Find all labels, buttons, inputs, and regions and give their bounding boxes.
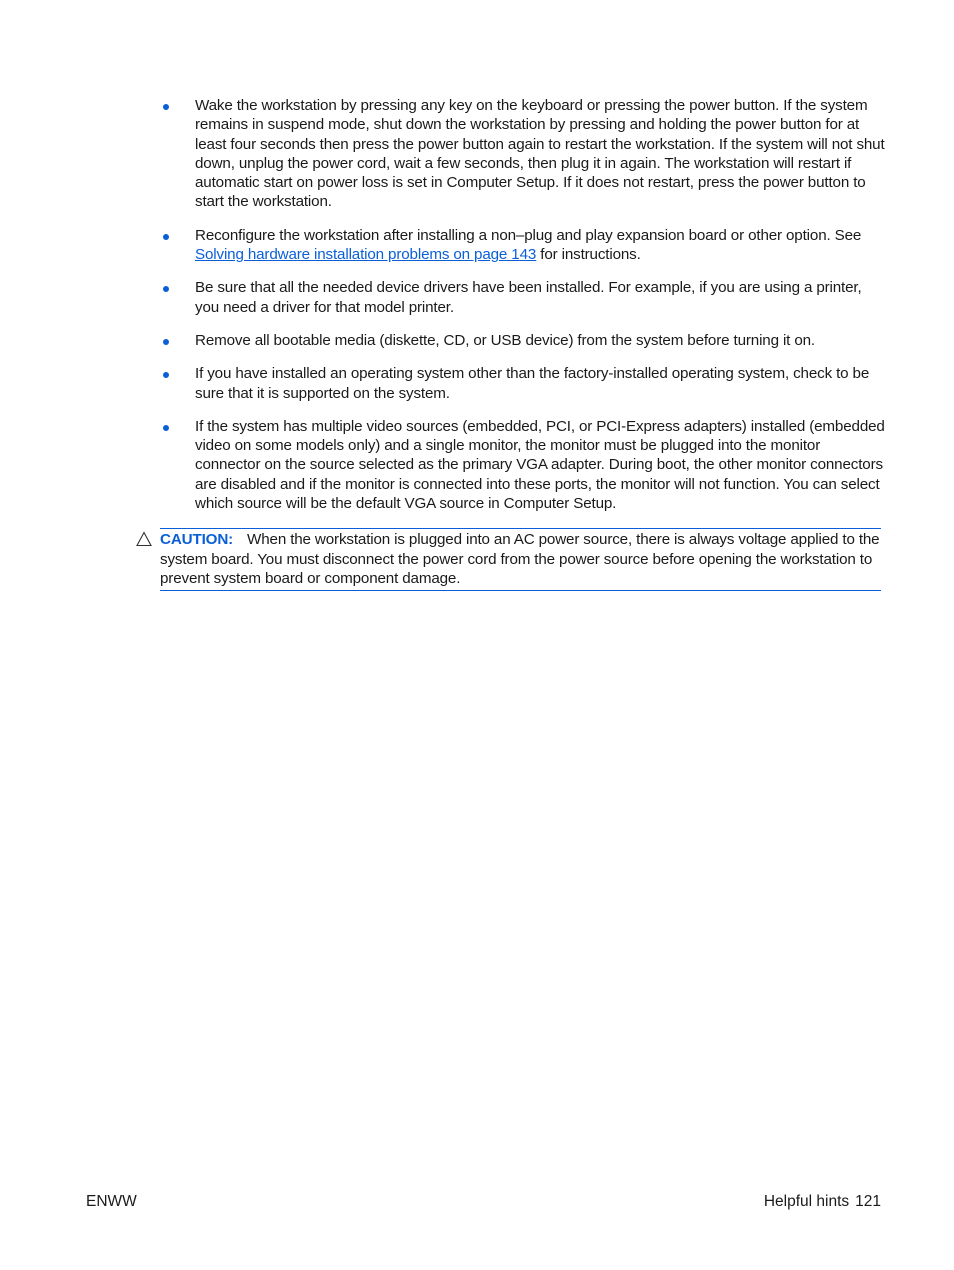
page-number: 121 [855, 1193, 881, 1210]
list-item [160, 96, 885, 212]
list-item-text: If the system has multiple video sources (embedded, PCI, or PCI-Express adapters) installed (embedded video on some models only) and a single monitor, the monitor must be plugged into the monitor connector on the source selected as the primary VGA adapter. During boot, the other monitor connectors are disabled and if the monitor is connected into these ports, the monitor will not function. You can select which source will be the default VGA source in Computer Setup. [195, 417, 885, 513]
list-item [160, 226, 885, 265]
footer-section-title: Helpful hints [763, 1193, 850, 1210]
list-item-text: Be sure that all the needed device drivers have been installed. For example, if you are using a printer, you need a driver for that model printer. [195, 279, 862, 316]
hardware-installation-problems-link[interactable]: Solving hardware installation problems on page 143 [195, 246, 537, 264]
bullet-icon [163, 234, 169, 240]
list-item [160, 278, 885, 317]
caution-triangle-icon [136, 531, 152, 547]
bullet-icon [163, 425, 169, 431]
bullet-icon [163, 286, 169, 292]
bullet-icon [163, 339, 169, 345]
caution-text: When the workstation is plugged into an AC power source, there is always voltage applied to the system board. You must disconnect the power cord from the power source before opening the workstation to prevent system board or component damage. [160, 531, 880, 587]
bullet-icon [163, 104, 169, 110]
list-item-text: Wake the workstation by pressing any key on the keyboard or pressing the power button. If the system remains in suspend mode, shut down the workstation by pressing and holding the power button for at least four seconds then press the power button again to restart the workstation. If the system will not shut down, unplug the power cord, wait a few seconds, then plug it in again. The workstation will restart if automatic start on power loss is set in Computer Setup. If it does not restart, press the power button to start the workstation. [195, 97, 885, 211]
bullet-icon [163, 372, 169, 378]
troubleshooting-bullet-list [160, 96, 885, 527]
list-item-text-before-link: Reconfigure the workstation after installing a non–plug and play expansion board or other option. See [195, 226, 862, 244]
list-item-text-after-link: for instructions. [536, 246, 641, 264]
list-item-text: Remove all bootable media (diskette, CD, or USB device) from the system before turning it on. [195, 331, 815, 349]
caution-label: CAUTION: [160, 531, 234, 548]
footer-left-label: ENWW [86, 1193, 137, 1210]
footer-right [764, 1192, 881, 1212]
list-item-text: If you have installed an operating system other than the factory-installed operating system, check to be sure that it is supported on the system. [195, 365, 870, 402]
list-item [160, 364, 885, 403]
list-item [160, 331, 885, 350]
list-item [160, 417, 885, 513]
caution-box [160, 528, 881, 591]
